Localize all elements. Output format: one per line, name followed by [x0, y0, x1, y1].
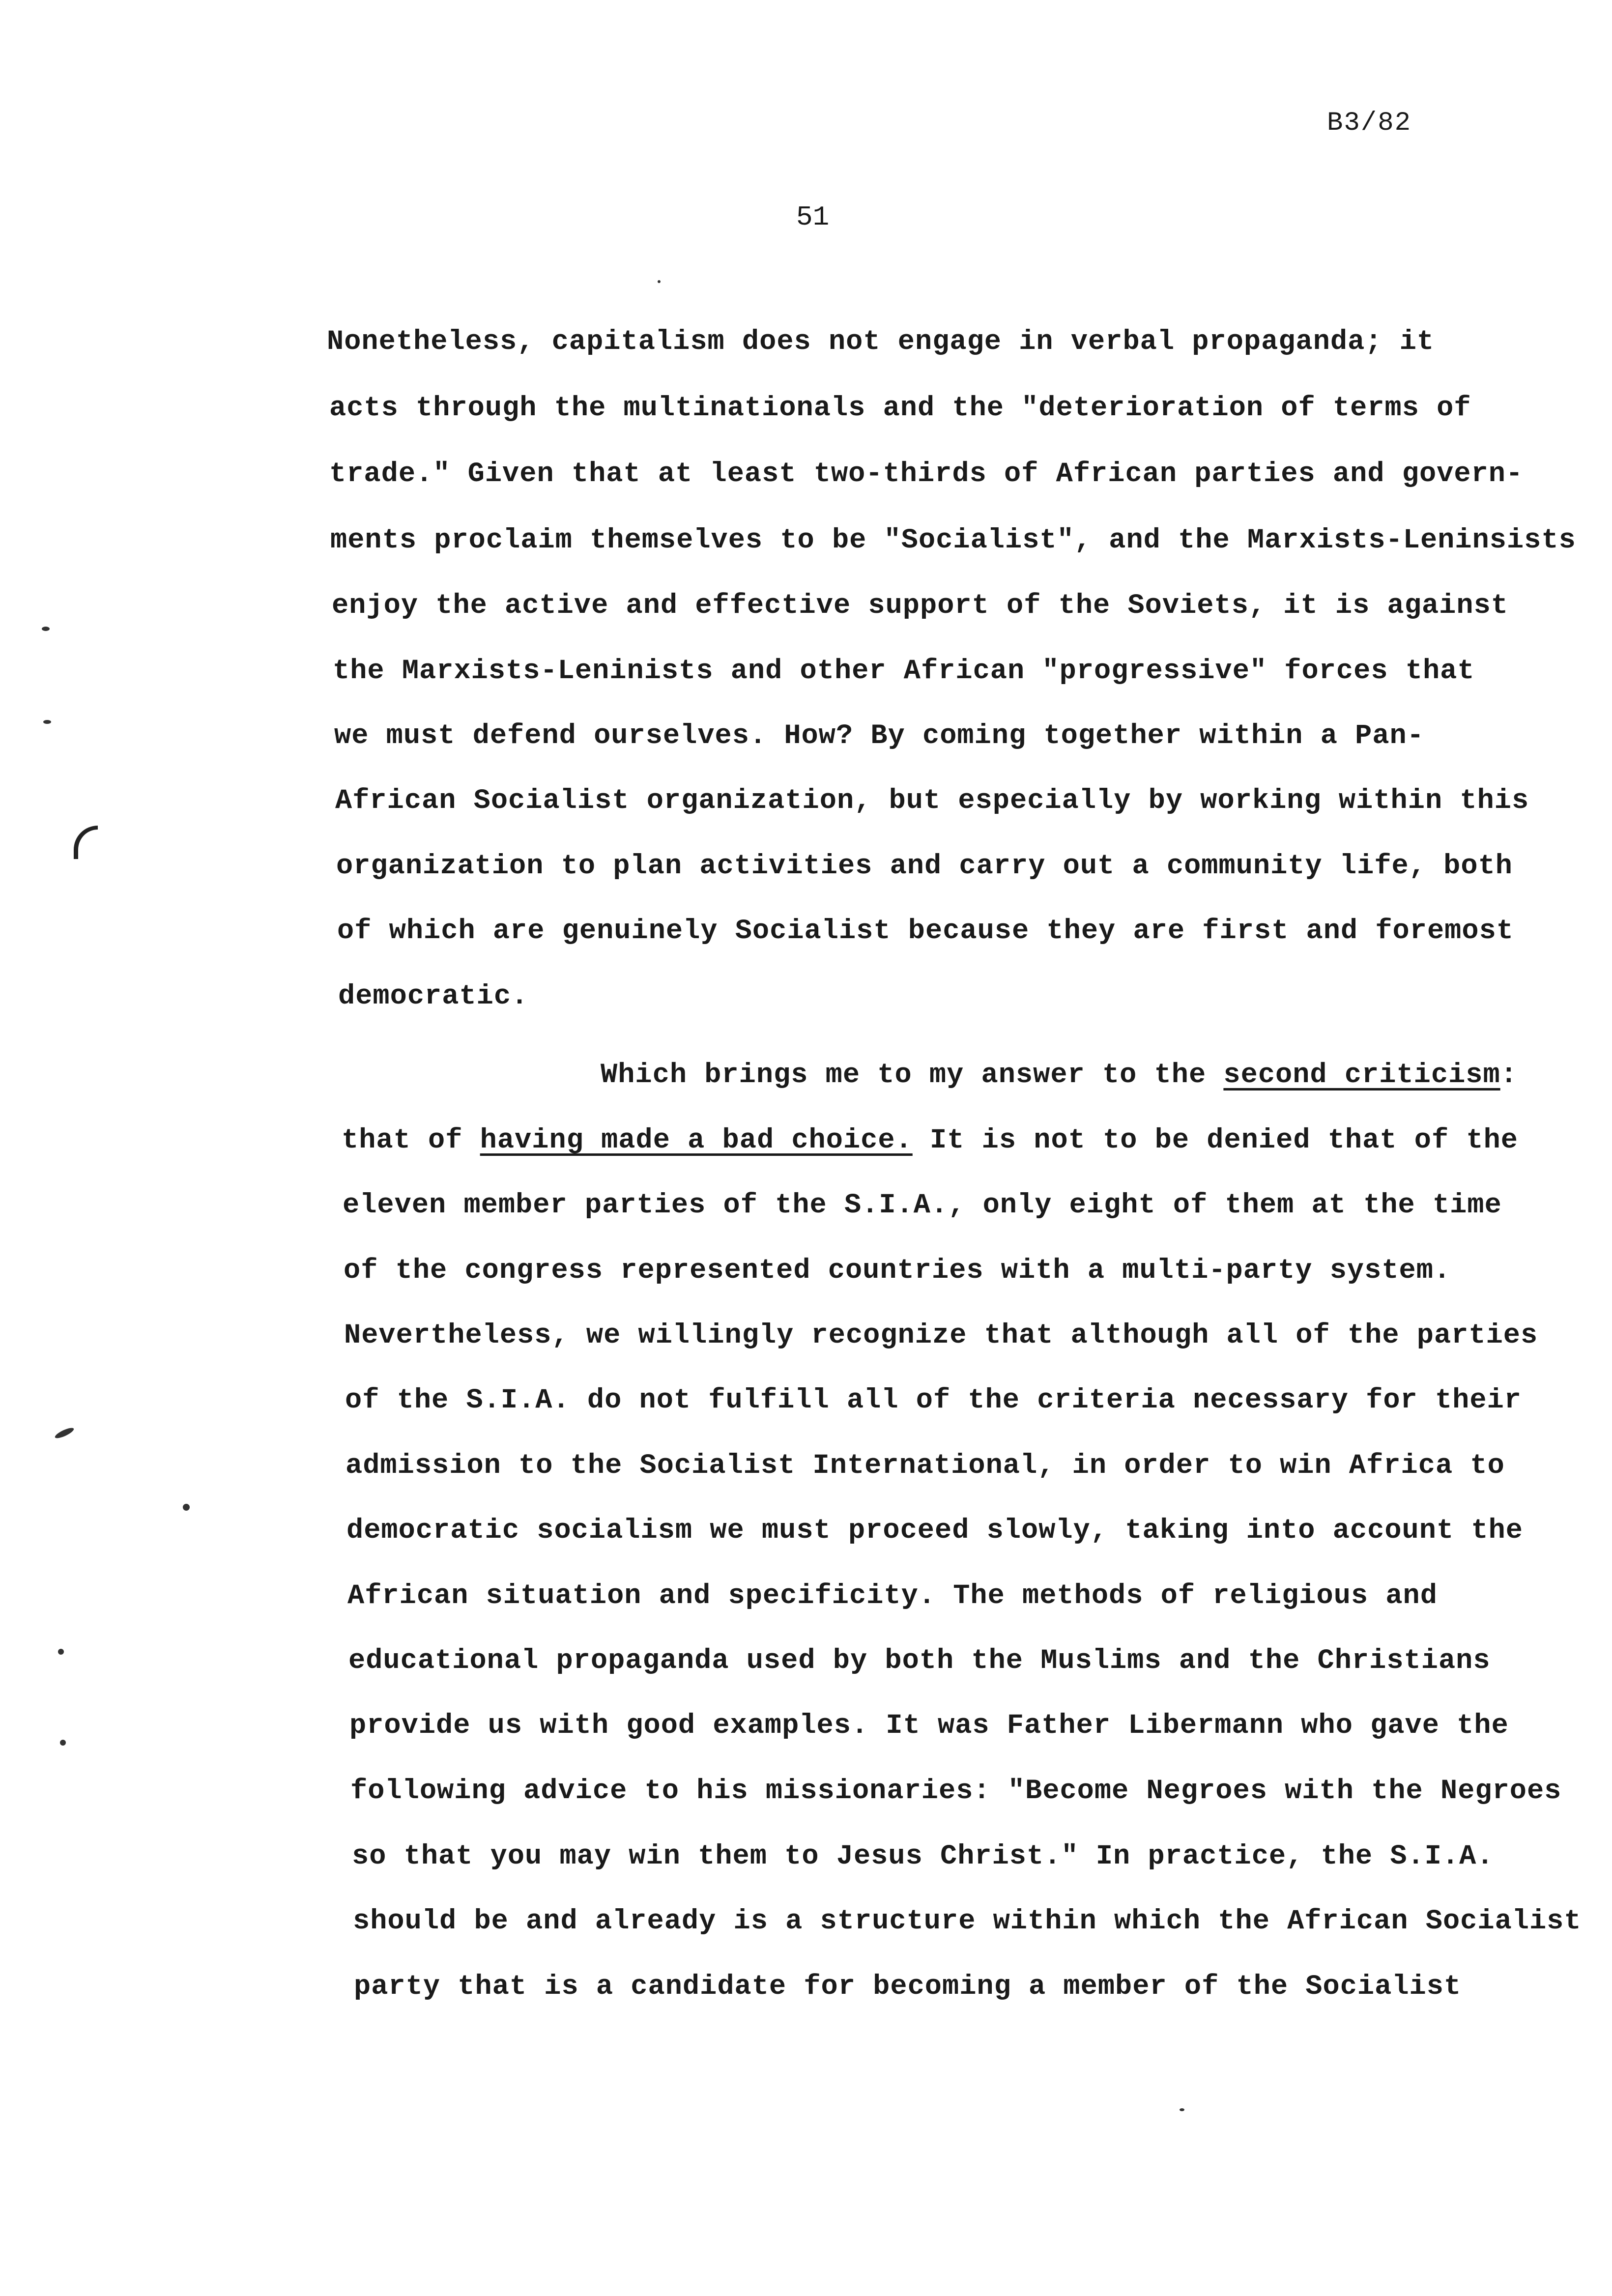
text-line: of which are genuinely Socialist because they are first and foremost — [337, 916, 1514, 947]
text-line: the Marxists-Leninists and other African "progressive" forces that — [333, 656, 1475, 687]
text-line — [601, 1062, 1518, 1090]
text-line: acts through the multinationals and the "deterioration of terms of — [329, 393, 1471, 424]
text-line — [342, 1127, 1518, 1155]
underlined-phrase: having made a bad choice. — [480, 1125, 913, 1156]
scan-speck — [42, 627, 50, 631]
scan-speck — [658, 280, 661, 283]
text-line: so that you may win them to Jesus Christ." In practice, the S.I.A. — [352, 1841, 1494, 1872]
scan-speck — [58, 1649, 64, 1655]
text-line: Nevertheless, we willingly recognize that although all of the parties — [344, 1320, 1538, 1351]
text-segment: Which brings me to my answer to the — [601, 1060, 1224, 1091]
text-line: of the S.I.A. do not fulfill all of the criteria necessary for their — [345, 1385, 1522, 1416]
text-line: ments proclaim themselves to be "Socialist", and the Marxists-Leninsists — [330, 525, 1576, 556]
scan-speck — [183, 1504, 190, 1511]
scan-speck — [43, 720, 51, 724]
document-reference-code: B3/82 — [1327, 108, 1412, 138]
text-line: democratic. — [338, 981, 529, 1012]
text-line: provide us with good examples. It was Father Libermann who gave the — [349, 1710, 1509, 1742]
text-line: admission to the Socialist International, in order to win Africa to — [345, 1450, 1505, 1482]
scan-mark — [74, 826, 98, 859]
text-line: party that is a candidate for becoming a member of the Socialist — [354, 1971, 1462, 2003]
text-line: African situation and specificity. The methods of religious and — [347, 1580, 1438, 1612]
text-line: Nonetheless, capitalism does not engage in verbal propaganda; it — [327, 326, 1435, 358]
text-line: should be and already is a structure within which the African Socialist — [353, 1906, 1582, 1937]
text-segment: : — [1500, 1060, 1518, 1091]
underlined-phrase: second criticism — [1223, 1060, 1500, 1091]
text-line: organization to plan activities and carry out a community life, both — [336, 851, 1513, 882]
text-line: of the congress represented countries with a multi-party system. — [344, 1255, 1451, 1287]
scan-speck — [1180, 2108, 1184, 2111]
scan-speck — [60, 1740, 66, 1746]
text-line: trade." Given that at least two-thirds of African parties and govern- — [329, 459, 1524, 490]
text-line: African Socialist organization, but especially by working within this — [335, 785, 1529, 817]
text-line: following advice to his missionaries: "Become Negroes with the Negroes — [350, 1776, 1562, 1807]
text-line: we must defend ourselves. How? By coming together within a Pan- — [334, 720, 1424, 752]
text-line: democratic socialism we must proceed slowly, taking into account the — [346, 1515, 1523, 1547]
text-line: enjoy the active and effective support of the Soviets, it is against — [332, 590, 1508, 622]
text-line: eleven member parties of the S.I.A., only eight of them at the time — [343, 1190, 1502, 1221]
text-segment: that of — [342, 1125, 480, 1156]
scan-mark — [54, 1426, 75, 1440]
page-number: 51 — [796, 201, 830, 233]
text-segment: It is not to be denied that of the — [912, 1125, 1518, 1156]
text-line: educational propaganda used by both the Muslims and the Christians — [348, 1645, 1491, 1677]
